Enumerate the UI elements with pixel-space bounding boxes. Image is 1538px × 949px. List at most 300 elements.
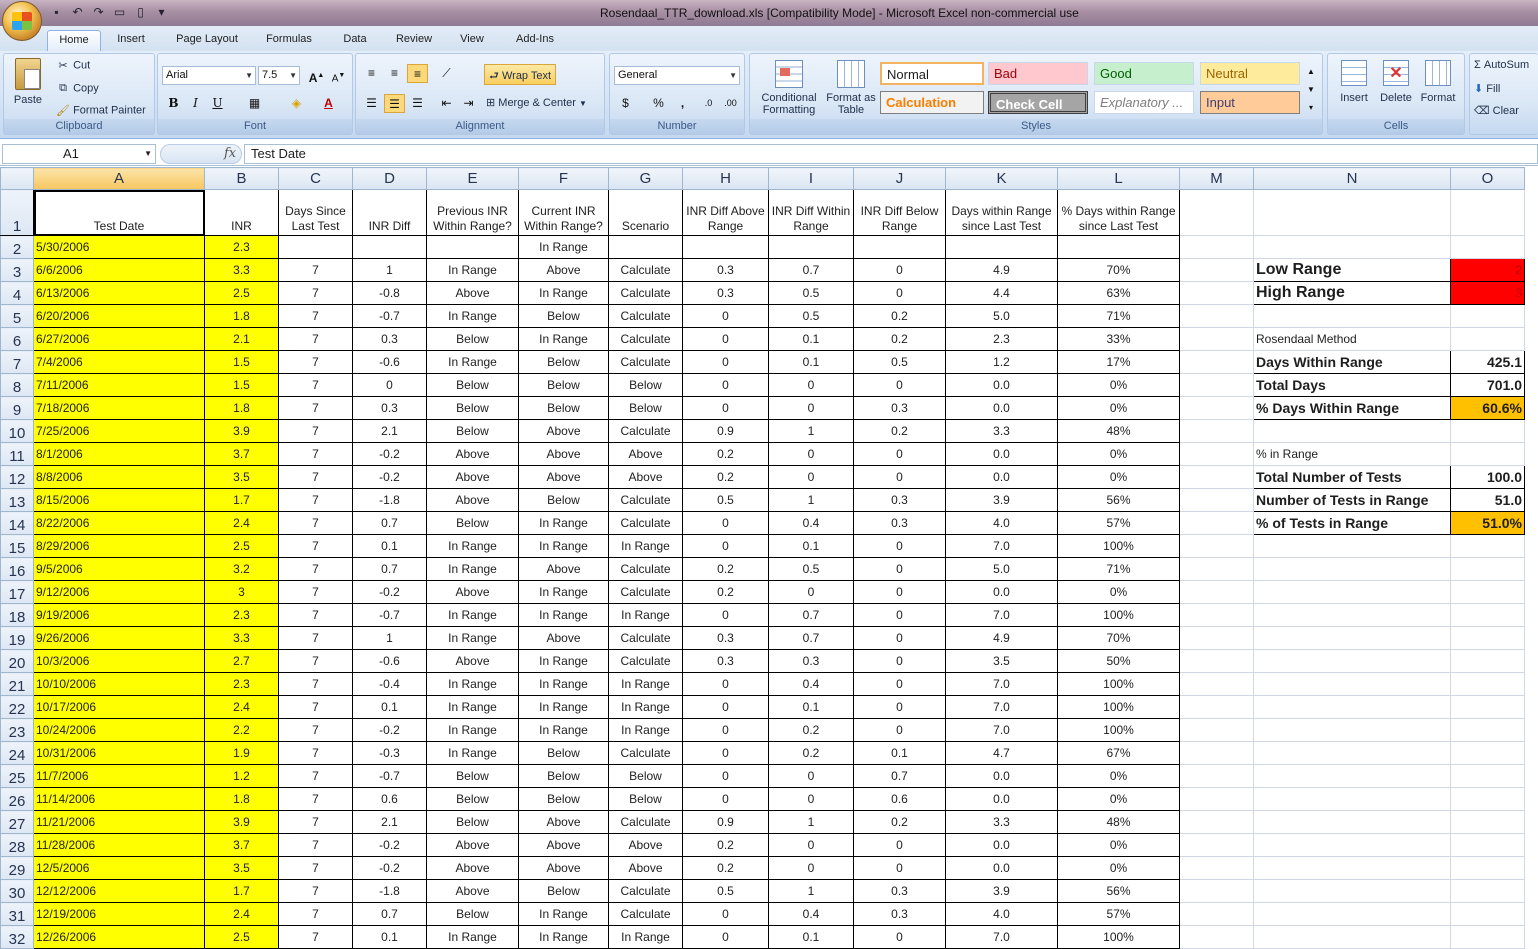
row-header[interactable]: 20 [1,650,34,673]
data-cell[interactable]: Below [427,811,519,834]
empty-cell[interactable] [1451,328,1525,351]
row-header[interactable]: 4 [1,282,34,305]
fill-button[interactable] [1474,82,1500,95]
data-cell[interactable]: 7 [279,834,353,857]
data-cell[interactable]: Above [427,650,519,673]
column-title-cell[interactable]: Days within Range since Last Test [946,190,1058,236]
data-cell[interactable]: 0.1 [854,742,946,765]
test-date-cell[interactable]: 12/12/2006 [34,880,205,903]
empty-cell[interactable] [1254,719,1451,742]
column-title-cell[interactable]: INR [205,190,279,236]
data-cell[interactable]: Above [427,880,519,903]
data-cell[interactable]: 7 [279,811,353,834]
total-days-label[interactable]: Total Days [1254,374,1451,397]
data-cell[interactable]: Above [427,282,519,305]
empty-cell[interactable] [1451,742,1525,765]
data-cell[interactable]: 7 [279,604,353,627]
empty-cell[interactable] [1451,903,1525,926]
empty-cell[interactable] [1451,305,1525,328]
data-cell[interactable]: 7.0 [946,673,1058,696]
test-date-cell[interactable]: 10/3/2006 [34,650,205,673]
data-cell[interactable]: -0.6 [353,351,427,374]
empty-cell[interactable] [1451,236,1525,259]
data-cell[interactable]: 0.0 [946,834,1058,857]
data-cell[interactable]: 7 [279,443,353,466]
pct-tests-in-range-value[interactable]: 51.0% [1451,512,1525,535]
empty-cell[interactable] [1451,443,1525,466]
empty-cell[interactable] [1180,719,1254,742]
data-cell[interactable]: 0% [1058,466,1180,489]
align-middle-icon[interactable]: ≡ [390,66,398,80]
data-cell[interactable]: 0 [854,466,946,489]
data-cell[interactable]: Above [519,259,609,282]
empty-cell[interactable] [1180,811,1254,834]
data-cell[interactable] [1058,236,1180,259]
empty-cell[interactable] [1180,903,1254,926]
data-cell[interactable]: 7 [279,742,353,765]
data-cell[interactable]: 7 [279,719,353,742]
empty-cell[interactable] [1180,627,1254,650]
data-cell[interactable]: 7 [279,650,353,673]
row-header[interactable]: 7 [1,351,34,374]
empty-cell[interactable] [1254,420,1451,443]
data-cell[interactable]: 0.3 [683,627,769,650]
row-header[interactable]: 5 [1,305,34,328]
data-cell[interactable]: Below [519,742,609,765]
data-cell[interactable]: 7 [279,512,353,535]
data-cell[interactable]: 0 [854,627,946,650]
empty-cell[interactable] [1254,926,1451,949]
empty-cell[interactable] [1180,305,1254,328]
format-cells-button[interactable] [1418,60,1458,104]
empty-cell[interactable] [1451,765,1525,788]
data-cell[interactable]: 7 [279,420,353,443]
inr-cell[interactable]: 2.3 [205,673,279,696]
data-cell[interactable]: 7.0 [946,719,1058,742]
data-cell[interactable] [609,236,683,259]
data-cell[interactable]: 7 [279,765,353,788]
data-cell[interactable]: Below [519,788,609,811]
data-cell[interactable]: 70% [1058,627,1180,650]
styles-scroll-down-icon[interactable]: ▼ [1307,85,1315,94]
data-cell[interactable]: In Range [609,696,683,719]
formula-input[interactable]: Test Date [244,144,1538,164]
data-cell[interactable]: 3.3 [946,811,1058,834]
data-cell[interactable]: 7.0 [946,604,1058,627]
style-normal[interactable]: Normal [880,62,984,85]
empty-cell[interactable] [1451,696,1525,719]
data-cell[interactable]: 0.5 [769,558,854,581]
clear-button[interactable] [1474,104,1519,117]
data-cell[interactable]: -0.7 [353,305,427,328]
data-cell[interactable]: In Range [519,604,609,627]
data-cell[interactable]: 2.1 [353,420,427,443]
data-cell[interactable]: 0 [854,696,946,719]
data-cell[interactable]: 7 [279,926,353,949]
format-as-table-button[interactable] [826,60,876,116]
data-cell[interactable]: 0.5 [683,880,769,903]
data-cell[interactable]: 0.2 [683,558,769,581]
inr-cell[interactable]: 1.7 [205,489,279,512]
empty-cell[interactable] [1254,581,1451,604]
data-cell[interactable]: 4.0 [946,903,1058,926]
data-cell[interactable]: -1.8 [353,489,427,512]
data-cell[interactable]: 0 [683,512,769,535]
align-right-icon[interactable]: ☰ [412,96,423,110]
data-cell[interactable]: 71% [1058,305,1180,328]
pct-tests-in-range-label[interactable]: % of Tests in Range [1254,512,1451,535]
data-cell[interactable]: 0.3 [353,328,427,351]
inr-cell[interactable]: 1.8 [205,397,279,420]
row-header[interactable]: 23 [1,719,34,742]
low-range-label[interactable]: Low Range [1254,259,1451,282]
data-cell[interactable]: Above [427,581,519,604]
inr-cell[interactable]: 2.4 [205,696,279,719]
insert-function-icon[interactable]: fx [224,146,237,161]
data-cell[interactable]: 0.5 [683,489,769,512]
data-cell[interactable]: 0 [854,259,946,282]
data-cell[interactable]: 7 [279,903,353,926]
data-cell[interactable]: Above [427,857,519,880]
data-cell[interactable]: 0.3 [683,259,769,282]
test-date-cell[interactable]: 10/10/2006 [34,673,205,696]
data-cell[interactable]: Below [519,489,609,512]
data-cell[interactable]: 0.4 [769,903,854,926]
data-cell[interactable]: In Range [519,282,609,305]
data-cell[interactable]: 0.2 [683,581,769,604]
test-date-cell[interactable]: 7/25/2006 [34,420,205,443]
data-cell[interactable]: In Range [609,604,683,627]
column-header[interactable]: J [854,168,946,190]
data-cell[interactable]: 7 [279,328,353,351]
data-cell[interactable]: In Range [609,719,683,742]
data-cell[interactable]: -0.2 [353,834,427,857]
data-cell[interactable]: 7 [279,696,353,719]
data-cell[interactable]: In Range [519,535,609,558]
data-cell[interactable]: Below [519,374,609,397]
data-cell[interactable]: 100% [1058,926,1180,949]
row-header[interactable]: 24 [1,742,34,765]
data-cell[interactable]: 0 [683,351,769,374]
style-bad[interactable]: Bad [988,62,1088,85]
data-cell[interactable]: 0% [1058,788,1180,811]
data-cell[interactable]: 0.9 [683,811,769,834]
column-title-cell[interactable]: INR Diff Above Range [683,190,769,236]
data-cell[interactable]: 0.0 [946,397,1058,420]
test-date-cell[interactable]: 10/24/2006 [34,719,205,742]
empty-cell[interactable] [1254,673,1451,696]
worksheet-grid[interactable] [0,167,1538,948]
inr-cell[interactable]: 2.5 [205,535,279,558]
font-size-select[interactable] [258,66,300,85]
data-cell[interactable]: 71% [1058,558,1180,581]
empty-cell[interactable] [1254,903,1451,926]
data-cell[interactable]: 0.0 [946,466,1058,489]
empty-cell[interactable] [1254,236,1451,259]
data-cell[interactable]: 0 [683,788,769,811]
data-cell[interactable]: 100% [1058,696,1180,719]
data-cell[interactable]: In Range [519,650,609,673]
data-cell[interactable]: 0.5 [769,282,854,305]
empty-cell[interactable] [1180,742,1254,765]
empty-cell[interactable] [1180,328,1254,351]
data-cell[interactable]: In Range [609,535,683,558]
column-title-cell[interactable]: INR Diff Within Range [769,190,854,236]
inr-cell[interactable]: 3.5 [205,857,279,880]
data-cell[interactable]: Below [519,880,609,903]
data-cell[interactable]: 0% [1058,443,1180,466]
increase-indent-icon[interactable]: ⇥ [463,96,474,110]
data-cell[interactable]: 0 [854,604,946,627]
data-cell[interactable]: 0 [353,374,427,397]
shrink-font-button[interactable]: A▼ [331,72,346,85]
empty-cell[interactable] [1180,604,1254,627]
inr-cell[interactable]: 1.7 [205,880,279,903]
data-cell[interactable]: Above [519,857,609,880]
data-cell[interactable]: 0 [854,443,946,466]
data-cell[interactable]: -0.7 [353,765,427,788]
tab-view[interactable]: View [460,33,484,45]
column-header[interactable]: K [946,168,1058,190]
data-cell[interactable]: Below [519,765,609,788]
data-cell[interactable]: In Range [427,719,519,742]
copy-button[interactable] [56,82,99,95]
data-cell[interactable]: 0.2 [854,420,946,443]
data-cell[interactable]: 0 [769,397,854,420]
row-header[interactable]: 18 [1,604,34,627]
data-cell[interactable]: Below [427,765,519,788]
inr-cell[interactable]: 3.3 [205,627,279,650]
tab-data[interactable]: Data [343,33,367,45]
data-cell[interactable]: 0 [854,581,946,604]
inr-cell[interactable]: 1.5 [205,374,279,397]
data-cell[interactable]: 70% [1058,259,1180,282]
data-cell[interactable]: 0.2 [854,305,946,328]
data-cell[interactable]: In Range [427,673,519,696]
data-cell[interactable]: 0 [854,926,946,949]
data-cell[interactable]: 3.9 [946,489,1058,512]
data-cell[interactable] [946,236,1058,259]
column-header[interactable]: H [683,168,769,190]
data-cell[interactable]: 0.2 [854,811,946,834]
test-date-cell[interactable]: 10/17/2006 [34,696,205,719]
data-cell[interactable]: 0 [683,397,769,420]
total-days-value[interactable]: 701.0 [1451,374,1525,397]
data-cell[interactable]: Above [609,466,683,489]
data-cell[interactable]: 0.7 [769,627,854,650]
data-cell[interactable]: 0 [683,305,769,328]
data-cell[interactable]: 1 [353,627,427,650]
data-cell[interactable]: 7 [279,259,353,282]
comma-button[interactable]: , [680,96,685,110]
data-cell[interactable]: 0.1 [769,535,854,558]
test-date-cell[interactable]: 9/12/2006 [34,581,205,604]
empty-cell[interactable] [1180,857,1254,880]
align-left-icon[interactable]: ☰ [366,96,377,110]
column-title-cell[interactable]: Scenario [609,190,683,236]
redo-icon[interactable]: ↷ [93,5,104,19]
inr-cell[interactable]: 3.9 [205,420,279,443]
data-cell[interactable]: Below [519,397,609,420]
column-header[interactable]: G [609,168,683,190]
test-date-cell[interactable]: 6/27/2006 [34,328,205,351]
test-date-cell[interactable]: 6/20/2006 [34,305,205,328]
orientation-icon[interactable]: ⟋ [442,66,451,80]
column-header[interactable]: C [279,168,353,190]
test-date-cell[interactable]: 12/5/2006 [34,857,205,880]
data-cell[interactable]: 0.1 [769,696,854,719]
data-cell[interactable]: -0.2 [353,719,427,742]
data-cell[interactable]: 7 [279,466,353,489]
data-cell[interactable]: 3.3 [946,420,1058,443]
data-cell[interactable]: 7 [279,397,353,420]
tab-add-ins[interactable]: Add-Ins [516,33,554,45]
font-color-icon[interactable]: A [324,96,333,110]
data-cell[interactable]: 7 [279,857,353,880]
data-cell[interactable] [353,236,427,259]
test-date-cell[interactable]: 11/21/2006 [34,811,205,834]
styles-more-icon[interactable]: ▾ [1308,103,1313,112]
data-cell[interactable]: 0.1 [353,535,427,558]
data-cell[interactable]: 2.3 [946,328,1058,351]
data-cell[interactable]: 0.1 [769,328,854,351]
row-header[interactable]: 10 [1,420,34,443]
test-date-cell[interactable]: 8/1/2006 [34,443,205,466]
row-header[interactable]: 9 [1,397,34,420]
row-header[interactable]: 21 [1,673,34,696]
empty-cell[interactable] [1254,765,1451,788]
data-cell[interactable]: 0.3 [683,650,769,673]
data-cell[interactable]: 56% [1058,880,1180,903]
data-cell[interactable]: 57% [1058,512,1180,535]
column-title-cell[interactable]: Days Since Last Test [279,190,353,236]
data-cell[interactable]: Calculate [609,811,683,834]
data-cell[interactable]: 0.3 [854,903,946,926]
data-cell[interactable]: Above [427,834,519,857]
data-cell[interactable]: 7 [279,305,353,328]
test-date-cell[interactable]: 7/4/2006 [34,351,205,374]
data-cell[interactable]: -0.8 [353,282,427,305]
data-cell[interactable]: Calculate [609,328,683,351]
data-cell[interactable]: 7 [279,880,353,903]
office-button[interactable] [2,1,42,41]
align-top-icon[interactable]: ≡ [367,66,375,80]
empty-cell[interactable] [1451,420,1525,443]
inr-cell[interactable]: 2.3 [205,236,279,259]
data-cell[interactable]: 1 [769,811,854,834]
empty-cell[interactable] [1451,190,1525,236]
empty-cell[interactable] [1180,880,1254,903]
data-cell[interactable]: 0 [683,719,769,742]
data-cell[interactable]: In Range [519,926,609,949]
data-cell[interactable]: 0.5 [769,305,854,328]
data-cell[interactable]: In Range [519,581,609,604]
empty-cell[interactable] [1254,558,1451,581]
data-cell[interactable]: In Range [609,673,683,696]
data-cell[interactable]: In Range [519,673,609,696]
data-cell[interactable]: 50% [1058,650,1180,673]
row-header[interactable]: 1 [1,190,34,236]
high-range-value[interactable]: 3 [1451,282,1525,305]
data-cell[interactable]: Calculate [609,627,683,650]
column-header[interactable]: E [427,168,519,190]
data-cell[interactable]: Calculate [609,742,683,765]
data-cell[interactable]: 100% [1058,719,1180,742]
row-header[interactable]: 25 [1,765,34,788]
customize-qat-icon[interactable]: ▾ [158,5,165,19]
column-header[interactable]: M [1180,168,1254,190]
percent-button[interactable]: % [653,96,664,110]
test-date-cell[interactable]: 8/8/2006 [34,466,205,489]
data-cell[interactable]: 0.1 [353,926,427,949]
data-cell[interactable]: 0.7 [769,259,854,282]
test-date-cell[interactable]: 11/7/2006 [34,765,205,788]
column-header[interactable]: I [769,168,854,190]
test-date-cell[interactable]: 11/28/2006 [34,834,205,857]
data-cell[interactable]: Above [427,443,519,466]
row-header[interactable]: 30 [1,880,34,903]
style-check-cell[interactable]: Check Cell [988,91,1088,114]
data-cell[interactable]: Above [519,443,609,466]
tests-in-range-value[interactable]: 51.0 [1451,489,1525,512]
data-cell[interactable]: Above [519,558,609,581]
empty-cell[interactable] [1180,190,1254,236]
data-cell[interactable]: Calculate [609,650,683,673]
data-cell[interactable]: In Range [519,696,609,719]
data-cell[interactable]: Calculate [609,259,683,282]
test-date-cell[interactable]: 7/18/2006 [34,397,205,420]
column-header[interactable]: D [353,168,427,190]
data-cell[interactable]: Above [427,466,519,489]
data-cell[interactable]: 1.2 [946,351,1058,374]
data-cell[interactable]: Above [519,420,609,443]
data-cell[interactable]: Below [427,512,519,535]
data-cell[interactable]: 0.2 [769,742,854,765]
row-header[interactable]: 22 [1,696,34,719]
data-cell[interactable]: Above [519,627,609,650]
data-cell[interactable]: Above [609,857,683,880]
pct-days-within-range-label[interactable]: % Days Within Range [1254,397,1451,420]
format-painter-button[interactable] [56,104,146,117]
style-calculation[interactable]: Calculation [880,91,984,114]
data-cell[interactable]: 7 [279,351,353,374]
data-cell[interactable]: Below [427,903,519,926]
data-cell[interactable]: 4.4 [946,282,1058,305]
inr-cell[interactable]: 2.3 [205,604,279,627]
days-within-range-label[interactable]: Days Within Range [1254,351,1451,374]
column-header[interactable]: B [205,168,279,190]
data-cell[interactable]: 3.5 [946,650,1058,673]
data-cell[interactable]: 0.6 [353,788,427,811]
row-header[interactable]: 3 [1,259,34,282]
data-cell[interactable]: 0.3 [854,397,946,420]
data-cell[interactable]: 0.3 [353,397,427,420]
empty-cell[interactable] [1451,719,1525,742]
empty-cell[interactable] [1180,259,1254,282]
data-cell[interactable]: Above [609,443,683,466]
data-cell[interactable]: 7 [279,558,353,581]
tab-home[interactable]: Home [47,30,101,51]
inr-cell[interactable]: 2.4 [205,903,279,926]
data-cell[interactable]: 0.7 [353,512,427,535]
data-cell[interactable]: In Range [427,627,519,650]
row-header[interactable]: 17 [1,581,34,604]
inr-cell[interactable]: 3.9 [205,811,279,834]
data-cell[interactable]: 0.1 [769,351,854,374]
empty-cell[interactable] [1180,489,1254,512]
row-header[interactable]: 8 [1,374,34,397]
print-preview-icon[interactable]: ▭ [113,5,126,19]
